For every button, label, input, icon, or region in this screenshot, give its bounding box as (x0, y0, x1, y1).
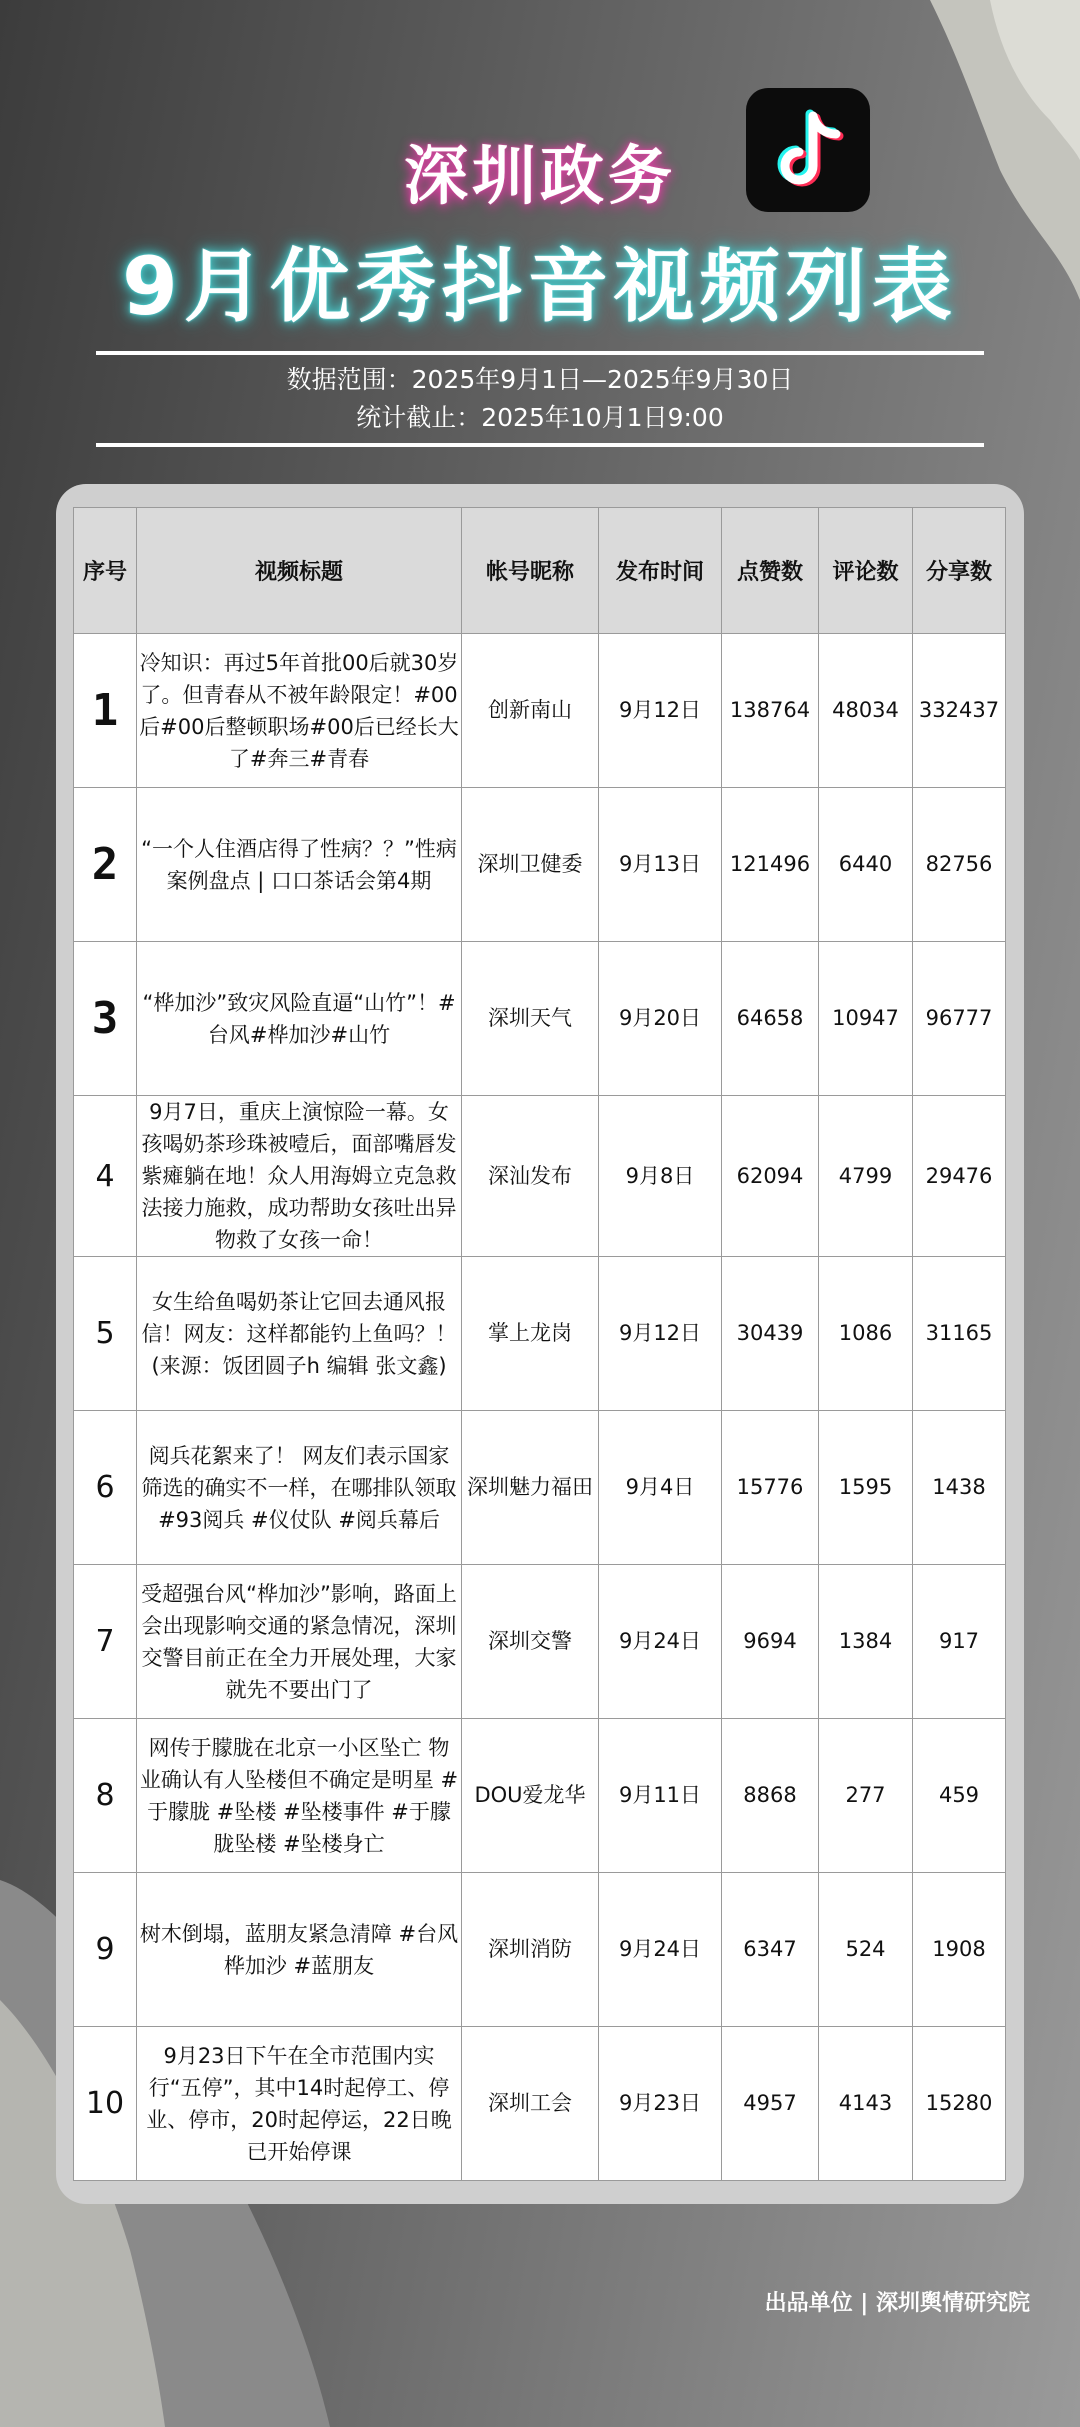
date-cell: 9月24日 (599, 1873, 722, 2027)
title-cell[interactable]: 9月23日下午在全市范围内实行“五停”，其中14时起停工、停业、停市，20时起停运，22日晚已开始停课 (137, 2027, 462, 2181)
table-row (74, 1257, 1006, 1411)
date-cell: 9月12日 (599, 634, 722, 788)
table-row (74, 788, 1006, 942)
table-row (74, 1873, 1006, 2027)
likes-cell: 6347 (722, 1873, 819, 2027)
likes-cell: 15776 (722, 1411, 819, 1565)
title-cell[interactable]: 冷知识：再过5年首批00后就30岁了。但青春从不被年龄限定！#00后#00后整顿职场#00后已经长大了#奔三#青春 (137, 634, 462, 788)
account-cell: DOU爱龙华 (462, 1719, 599, 1873)
table-row (74, 1096, 1006, 1257)
rank-cell: 5 (74, 1257, 137, 1411)
comments-cell: 1384 (819, 1565, 913, 1719)
rank-cell: 10 (74, 2027, 137, 2181)
shares-cell: 29476 (913, 1096, 1006, 1257)
account-cell: 创新南山 (462, 634, 599, 788)
comments-cell: 1595 (819, 1411, 913, 1565)
divider (96, 351, 984, 355)
rank-cell: 4 (74, 1096, 137, 1257)
rank-cell: 8 (74, 1719, 137, 1873)
column-header: 视频标题 (137, 508, 462, 634)
likes-cell: 62094 (722, 1096, 819, 1257)
likes-cell: 138764 (722, 634, 819, 788)
shares-cell: 917 (913, 1565, 1006, 1719)
date-cell: 9月12日 (599, 1257, 722, 1411)
comments-cell: 10947 (819, 942, 913, 1096)
account-cell: 深圳消防 (462, 1873, 599, 2027)
likes-cell: 8868 (722, 1719, 819, 1873)
table-row (74, 2027, 1006, 2181)
divider (96, 443, 984, 447)
rank-cell: 6 (74, 1411, 137, 1565)
table-row (74, 1565, 1006, 1719)
column-header: 分享数 (913, 508, 1006, 634)
comments-cell: 4799 (819, 1096, 913, 1257)
comments-cell: 524 (819, 1873, 913, 2027)
column-header: 发布时间 (599, 508, 722, 634)
title-cell[interactable]: 女生给鱼喝奶茶让它回去通风报信！网友：这样都能钓上鱼吗？！(来源：饭团圆子h 编辑 张文鑫) (137, 1257, 462, 1411)
date-cell: 9月8日 (599, 1096, 722, 1257)
rank-cell: 2 (74, 788, 137, 942)
stat-cutoff: 统计截止：2025年10月1日9:00 (356, 403, 724, 432)
rank-cell: 3 (74, 942, 137, 1096)
title-cell[interactable]: 阅兵花絮来了！ 网友们表示国家筛选的确实不一样，在哪排队领取#93阅兵 #仪仗队 #阅兵幕后 (137, 1411, 462, 1565)
column-header: 帐号昵称 (462, 508, 599, 634)
table-row (74, 1719, 1006, 1873)
account-cell: 深圳天气 (462, 942, 599, 1096)
column-header: 评论数 (819, 508, 913, 634)
video-table (73, 507, 1006, 2181)
title-cell[interactable]: 9月7日，重庆上演惊险一幕。女孩喝奶茶珍珠被噎后，面部嘴唇发紫瘫躺在地！众人用海姆立克急救法接力施救，成功帮助女孩吐出异物救了女孩一命！ (137, 1096, 462, 1257)
comments-cell: 277 (819, 1719, 913, 1873)
likes-cell: 64658 (722, 942, 819, 1096)
shares-cell: 332437 (913, 634, 1006, 788)
title-line1: 深圳政务 (404, 140, 676, 214)
rank-cell: 7 (74, 1565, 137, 1719)
account-cell: 深汕发布 (462, 1096, 599, 1257)
date-cell: 9月20日 (599, 942, 722, 1096)
comments-cell: 4143 (819, 2027, 913, 2181)
account-cell: 深圳魅力福田 (462, 1411, 599, 1565)
rank-cell: 9 (74, 1873, 137, 2027)
title-cell[interactable]: “一个人住酒店得了性病？？”性病案例盘点 | 口口茶话会第4期 (137, 788, 462, 942)
title-cell[interactable]: “桦加沙”致灾风险直逼“山竹”！#台风#桦加沙#山竹 (137, 942, 462, 1096)
comments-cell: 48034 (819, 634, 913, 788)
shares-cell: 31165 (913, 1257, 1006, 1411)
account-cell: 深圳交警 (462, 1565, 599, 1719)
title-line2: 9月优秀抖音视频列表 (122, 240, 958, 333)
rank-cell: 1 (74, 634, 137, 788)
likes-cell: 121496 (722, 788, 819, 942)
table-row (74, 942, 1006, 1096)
account-cell: 深圳工会 (462, 2027, 599, 2181)
title-cell[interactable]: 受超强台风“桦加沙”影响，路面上会出现影响交通的紧急情况，深圳交警目前正在全力开展处理，大家就先不要出门了 (137, 1565, 462, 1719)
column-header: 序号 (74, 508, 137, 634)
table-row (74, 634, 1006, 788)
comments-cell: 6440 (819, 788, 913, 942)
date-cell: 9月11日 (599, 1719, 722, 1873)
shares-cell: 459 (913, 1719, 1006, 1873)
shares-cell: 96777 (913, 942, 1006, 1096)
account-cell: 掌上龙岗 (462, 1257, 599, 1411)
date-cell: 9月13日 (599, 788, 722, 942)
likes-cell: 30439 (722, 1257, 819, 1411)
account-cell: 深圳卫健委 (462, 788, 599, 942)
date-cell: 9月23日 (599, 2027, 722, 2181)
table-row (74, 1411, 1006, 1565)
comments-cell: 1086 (819, 1257, 913, 1411)
likes-cell: 9694 (722, 1565, 819, 1719)
column-header: 点赞数 (722, 508, 819, 634)
title-cell[interactable]: 树木倒塌，蓝朋友紧急清障 #台风桦加沙 #蓝朋友 (137, 1873, 462, 2027)
shares-cell: 1908 (913, 1873, 1006, 2027)
title-cell[interactable]: 网传于朦胧在北京一小区坠亡 物业确认有人坠楼但不确定是明星 #于朦胧 #坠楼 #坠楼事件 #于朦胧坠楼 #坠楼身亡 (137, 1719, 462, 1873)
douyin-logo-icon (746, 88, 870, 212)
shares-cell: 1438 (913, 1411, 1006, 1565)
date-cell: 9月24日 (599, 1565, 722, 1719)
shares-cell: 15280 (913, 2027, 1006, 2181)
producer-credit: 出品单位 | 深圳舆情研究院 (764, 2291, 1030, 2316)
data-range: 数据范围：2025年9月1日—2025年9月30日 (286, 365, 794, 394)
date-cell: 9月4日 (599, 1411, 722, 1565)
shares-cell: 82756 (913, 788, 1006, 942)
likes-cell: 4957 (722, 2027, 819, 2181)
